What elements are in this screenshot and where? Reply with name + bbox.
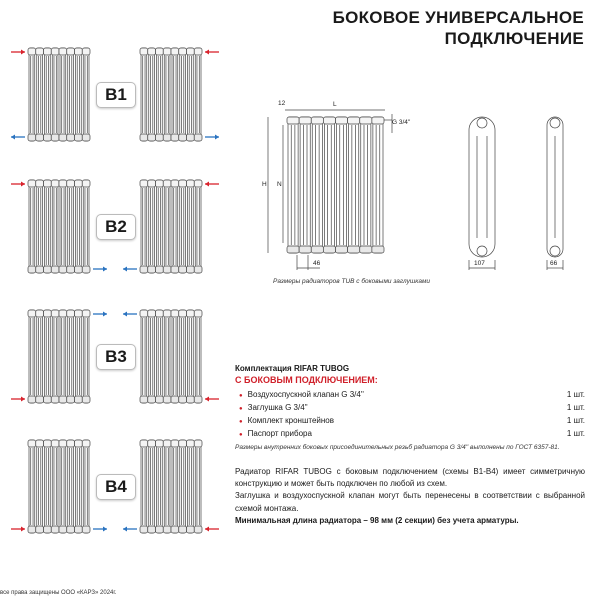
- dim-N: N: [277, 181, 282, 188]
- radiator-front-view: [287, 117, 384, 253]
- kit-item-name: [239, 403, 308, 412]
- dim-107: 107: [474, 260, 485, 267]
- dim-thread: G 3/4'': [392, 119, 411, 126]
- dim-L: L: [333, 101, 337, 108]
- bullet-icon: ●: [239, 419, 243, 425]
- kit-item-name: [239, 429, 312, 438]
- description-p2: Заглушка и воздухоспускной клапан могут быть перенесены в соответствии с выбранной схемой монтажа.: [235, 491, 585, 513]
- drawing-caption: Размеры радиаторов TUB с боковыми заглушками: [273, 278, 431, 285]
- dim-12: 12: [278, 100, 286, 107]
- kit-item: [235, 427, 585, 440]
- radiator-side-view-107: [469, 117, 495, 257]
- kit-subheading: С БОКОВЫМ ПОДКЛЮЧЕНИЕМ:: [235, 375, 378, 385]
- kit-item-qty: 1 шт.: [566, 416, 585, 425]
- dim-46: 46: [313, 260, 321, 267]
- kit-item-name: [239, 390, 364, 399]
- scheme-label-B3: B3: [96, 344, 136, 370]
- bullet-icon: ●: [239, 432, 243, 438]
- kit-note: Размеры внутренних боковых присоединительных резьб радиатора G 3/4'' выполнены по ГОСТ 6357-81.: [235, 444, 560, 451]
- kit-item-label: Паспорт прибора: [247, 429, 312, 438]
- kit-item-label: Заглушка G 3/4'': [247, 403, 308, 412]
- scheme-label-B1: B1: [96, 82, 136, 108]
- kit-item-name: [239, 416, 334, 425]
- kit-heading: Комплектация RIFAR TUBOG: [235, 364, 350, 373]
- bullet-icon: ●: [239, 406, 243, 412]
- kit-item-label: Комплект кронштейнов: [247, 416, 335, 425]
- dim-H: H: [262, 181, 267, 188]
- dim-66: 66: [550, 260, 558, 267]
- title-line-1: БОКОВОЕ УНИВЕРСАЛЬНОЕ: [332, 8, 584, 27]
- kit-item: [235, 401, 585, 414]
- kit-item: [235, 414, 585, 427]
- title-line-2: ПОДКЛЮЧЕНИЕ: [444, 29, 584, 48]
- arrow-supply-in: [205, 527, 219, 532]
- description: [235, 466, 585, 527]
- scheme-label-B2: B2: [96, 214, 136, 240]
- kit-section: [235, 364, 585, 451]
- radiator-right-B4: [140, 440, 202, 533]
- kit-item-qty: 1 шт.: [566, 403, 585, 412]
- radiator-left-B4: [28, 440, 90, 533]
- scheme-label-B4: B4: [96, 474, 136, 500]
- arrow-return-out: [123, 527, 137, 532]
- kit-item-qty: 1 шт.: [566, 390, 585, 399]
- arrow-supply-in: [11, 527, 25, 532]
- description-p3: Минимальная длина радиатора – 98 мм (2 секции) без учета арматуры.: [235, 515, 519, 525]
- bullet-icon: ●: [239, 393, 243, 399]
- kit-item: [235, 388, 585, 401]
- radiator-right-B3: [140, 310, 202, 403]
- arrow-return-out: [123, 312, 137, 317]
- kit-item-label: Воздухоспускной клапан G 3/4'': [247, 390, 364, 399]
- description-p1: Радиатор RIFAR TUBOG с боковым подключением (схемы B1-B4) имеет симметричную конструкцию и может быть подключен по любой из схем.: [235, 467, 585, 489]
- radiator-left-B3: [28, 310, 90, 403]
- copyright: все права защищены ООО «КАРЗ» 2024г.: [0, 590, 117, 596]
- arrow-return-out: [93, 527, 107, 532]
- arrow-return-out: [93, 312, 107, 317]
- kit-item-qty: 1 шт.: [566, 429, 585, 438]
- arrow-supply-in: [205, 397, 219, 402]
- arrow-supply-in: [11, 397, 25, 402]
- radiator-front: [287, 117, 384, 253]
